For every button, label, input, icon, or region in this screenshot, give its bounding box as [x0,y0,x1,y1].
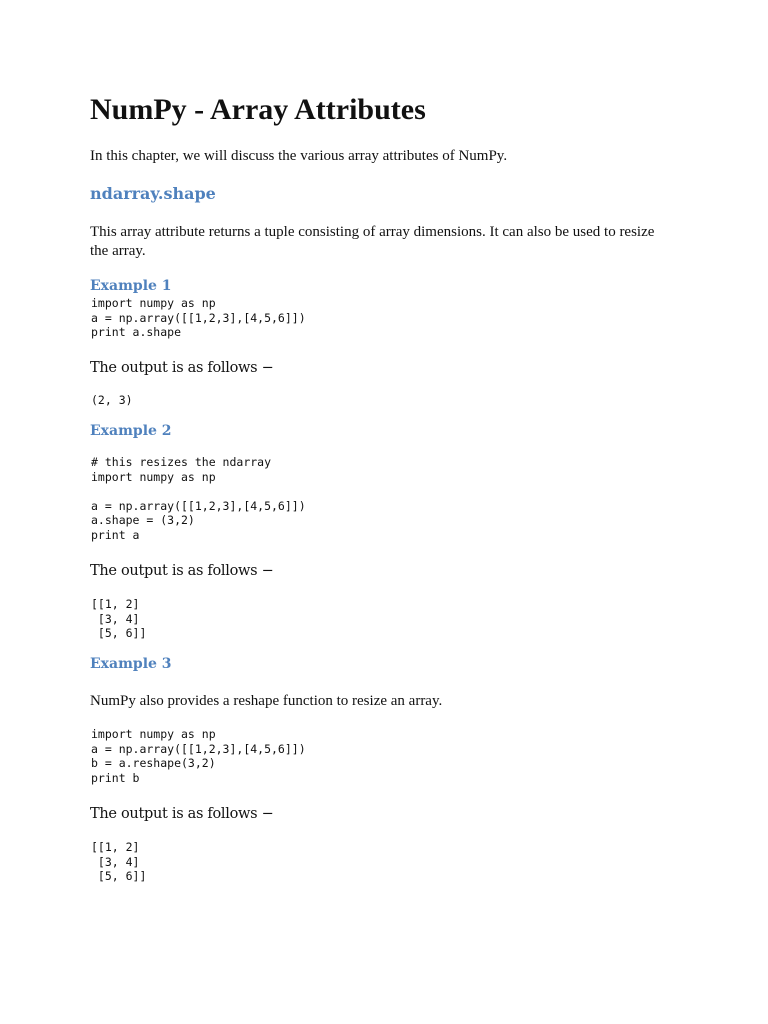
example-3-output: [[1, 2] [3, 4] [5, 6]] [91,840,147,884]
example-1-heading: Example 1 [90,278,172,294]
intro-paragraph: In this chapter, we will discuss the various array attributes of NumPy. [90,148,508,164]
example-1-output-label: The output is as follows − [90,360,274,376]
example-2-output-label: The output is as follows − [90,563,274,579]
example-3-heading: Example 3 [90,656,172,672]
example-2-output: [[1, 2] [3, 4] [5, 6]] [91,597,147,641]
section-heading: ndarray.shape [90,184,216,203]
example-3-output-label: The output is as follows − [90,806,274,822]
example-2-heading: Example 2 [90,423,172,439]
example-2-code: # this resizes the ndarray import numpy as np a = np.array([[1,2,3],[4,5,6]]) a.shape = (3,2) print a [91,455,306,542]
example-3-code: import numpy as np a = np.array([[1,2,3],[4,5,6]]) b = a.reshape(3,2) print b [91,727,306,785]
example-3-description: NumPy also provides a reshape function to resize an array. [90,693,443,709]
example-1-output: (2, 3) [91,393,133,407]
section-description: This array attribute returns a tuple consisting of array dimensions. It can also be used to resize the array. [90,224,655,259]
page-title: NumPy - Array Attributes [90,93,426,126]
example-1-code: import numpy as np a = np.array([[1,2,3],[4,5,6]]) print a.shape [91,296,306,340]
